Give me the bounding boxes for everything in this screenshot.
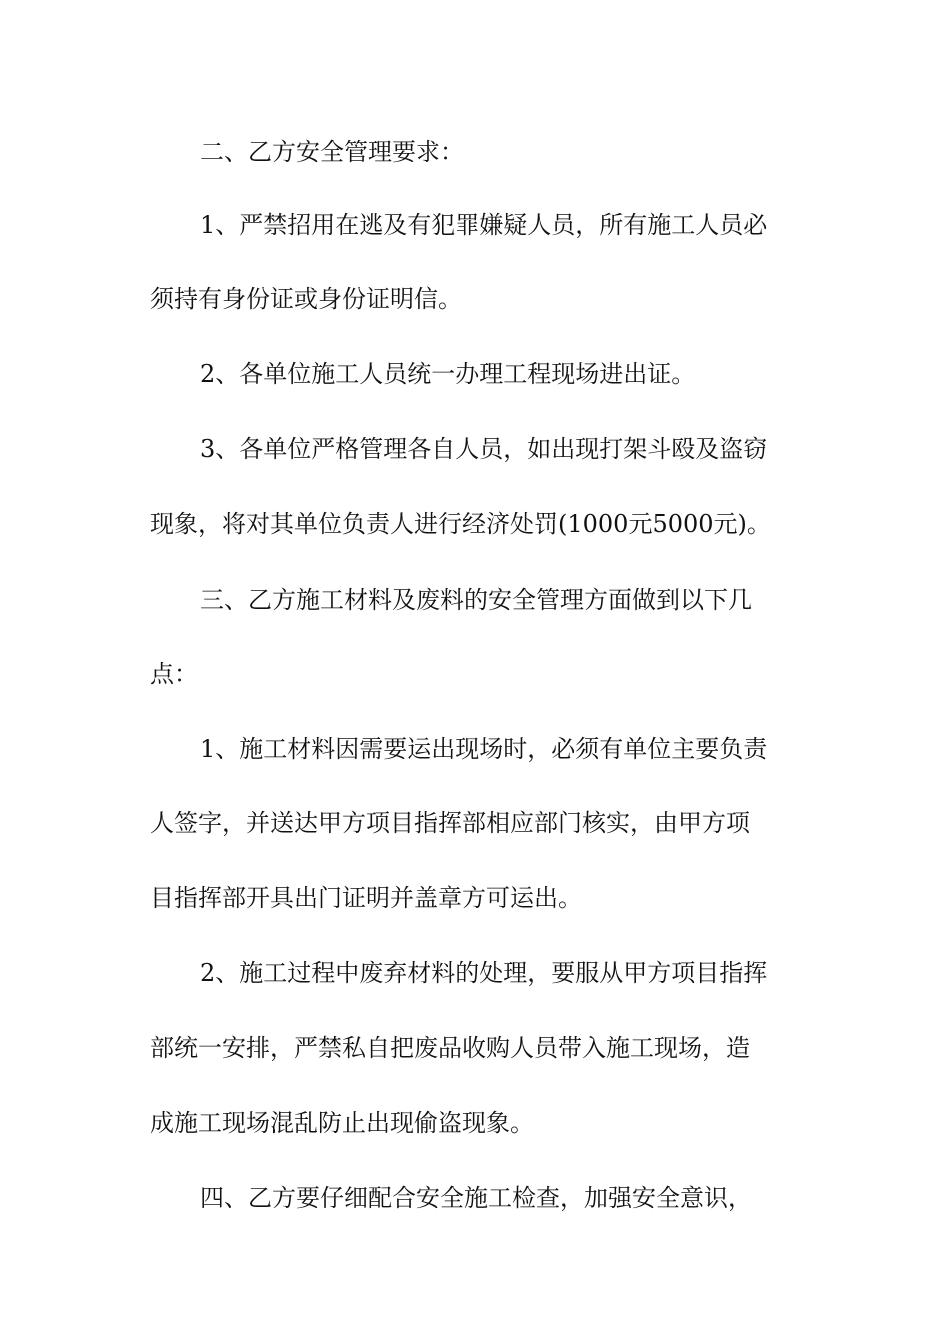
paragraph-line: 1、施工材料因需要运出现场时，必须有单位主要负责: [200, 735, 768, 763]
paragraph-line: 部统一安排，严禁私自把废品收购人员带入施工现场，造: [150, 1034, 750, 1062]
paragraph-line: 须持有身份证或身份证明信。: [150, 285, 462, 313]
paragraph-line: 点：: [150, 660, 198, 688]
section-heading-3: 三、乙方施工材料及废料的安全管理方面做到以下几: [200, 586, 752, 614]
paragraph-line: 2、施工过程中废弃材料的处理，要服从甲方项目指挥: [200, 959, 768, 987]
paragraph-line: 3、各单位严格管理各自人员，如出现打架斗殴及盗窃: [200, 435, 768, 463]
paragraph-line: 目指挥部开具出门证明并盖章方可运出。: [150, 884, 582, 912]
paragraph-line: 现象，将对其单位负责人进行经济处罚(1000元5000元)。: [150, 510, 771, 538]
paragraph-line: 1、严禁招用在逃及有犯罪嫌疑人员，所有施工人员必: [200, 211, 768, 239]
section-heading-4: 四、乙方要仔细配合安全施工检查，加强安全意识，: [200, 1184, 752, 1212]
paragraph-line: 人签字，并送达甲方项目指挥部相应部门核实，由甲方项: [150, 809, 750, 837]
section-heading-2: 二、乙方安全管理要求：: [200, 138, 464, 166]
paragraph-line: 成施工现场混乱防止出现偷盗现象。: [150, 1109, 534, 1137]
paragraph-line: 2、各单位施工人员统一办理工程现场进出证。: [200, 360, 696, 388]
